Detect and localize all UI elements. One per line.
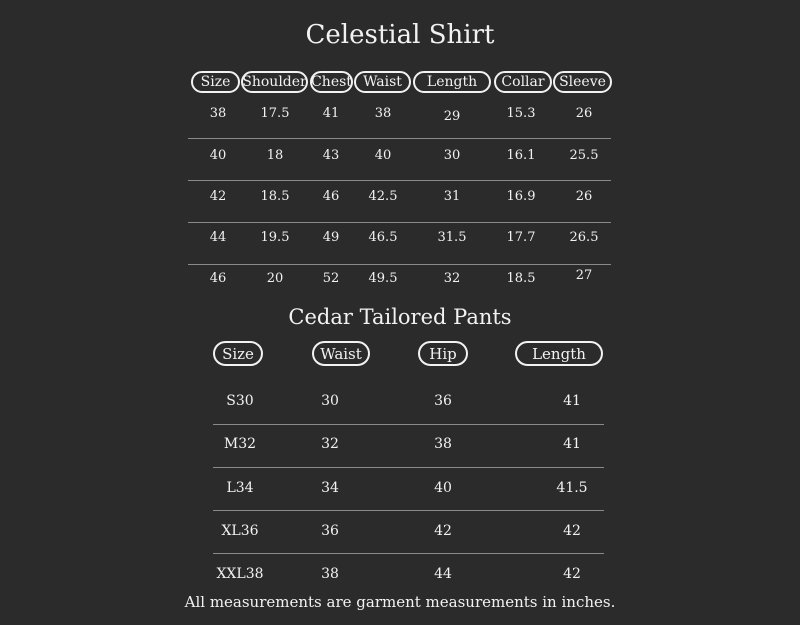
pants-cell-waist: 34 <box>321 480 339 496</box>
pants-row-divider <box>213 467 604 468</box>
shirt-header-shoulder: Shoulder <box>241 71 308 93</box>
shirt-cell-collar: 17.7 <box>506 230 536 245</box>
shirt-cell-shoulder: 17.5 <box>260 106 290 121</box>
pants-cell-hip: 44 <box>434 566 452 582</box>
pants-cell-length: 42 <box>563 566 581 582</box>
shirt-cell-collar: 16.1 <box>506 148 536 163</box>
pants-header-size: Size <box>213 341 263 366</box>
pants-cell-length: 41 <box>563 436 581 452</box>
pants-table-title: Cedar Tailored Pants <box>288 305 512 329</box>
shirt-cell-size: 44 <box>209 230 227 245</box>
shirt-cell-waist: 38 <box>374 106 392 121</box>
shirt-cell-chest: 49 <box>322 230 340 245</box>
pants-header-waist: Waist <box>312 341 370 366</box>
pants-cell-length: 41 <box>563 393 581 409</box>
shirt-cell-sleeve: 27 <box>575 268 593 283</box>
shirt-cell-collar: 18.5 <box>506 271 536 286</box>
pants-cell-hip: 42 <box>434 523 452 539</box>
pants-cell-length: 41.5 <box>556 480 588 496</box>
shirt-cell-chest: 52 <box>322 271 340 286</box>
shirt-cell-size: 42 <box>209 189 227 204</box>
pants-cell-length: 42 <box>563 523 581 539</box>
shirt-row-divider <box>188 264 611 265</box>
shirt-cell-chest: 46 <box>322 189 340 204</box>
shirt-cell-size: 38 <box>209 106 227 121</box>
pants-cell-size: L34 <box>226 480 254 496</box>
pants-row-divider <box>213 510 604 511</box>
shirt-row-divider <box>188 138 611 139</box>
shirt-header-size: Size <box>191 71 240 93</box>
pants-cell-size: S30 <box>226 393 254 409</box>
shirt-cell-shoulder: 19.5 <box>260 230 290 245</box>
shirt-header-waist: Waist <box>354 71 411 93</box>
pants-cell-waist: 30 <box>321 393 339 409</box>
shirt-cell-collar: 15.3 <box>506 106 536 121</box>
footnote: All measurements are garment measurements in inches. <box>184 593 616 611</box>
shirt-cell-sleeve: 26 <box>575 106 593 121</box>
pants-cell-waist: 38 <box>321 566 339 582</box>
shirt-cell-size: 46 <box>209 271 227 286</box>
shirt-cell-shoulder: 18.5 <box>260 189 290 204</box>
shirt-cell-length: 32 <box>443 271 461 286</box>
pants-cell-size: XL36 <box>221 523 259 539</box>
shirt-cell-chest: 41 <box>322 106 340 121</box>
shirt-cell-length: 29 <box>443 109 461 124</box>
pants-cell-hip: 36 <box>434 393 452 409</box>
shirt-cell-shoulder: 20 <box>266 271 284 286</box>
shirt-cell-sleeve: 26.5 <box>569 230 599 245</box>
shirt-cell-waist: 46.5 <box>368 230 398 245</box>
shirt-cell-collar: 16.9 <box>506 189 536 204</box>
shirt-cell-chest: 43 <box>322 148 340 163</box>
shirt-cell-waist: 40 <box>374 148 392 163</box>
shirt-row-divider <box>188 222 611 223</box>
shirt-cell-size: 40 <box>209 148 227 163</box>
shirt-cell-waist: 42.5 <box>368 189 398 204</box>
shirt-header-chest: Chest <box>310 71 353 93</box>
shirt-header-length: Length <box>413 71 491 93</box>
shirt-cell-length: 30 <box>443 148 461 163</box>
shirt-cell-shoulder: 18 <box>266 148 284 163</box>
shirt-cell-length: 31.5 <box>437 230 467 245</box>
pants-cell-size: M32 <box>223 436 257 452</box>
pants-row-divider <box>213 553 604 554</box>
shirt-cell-waist: 49.5 <box>368 271 398 286</box>
shirt-table-title: Celestial Shirt <box>305 20 495 50</box>
pants-cell-hip: 38 <box>434 436 452 452</box>
shirt-header-collar: Collar <box>494 71 552 93</box>
pants-cell-hip: 40 <box>434 480 452 496</box>
pants-cell-waist: 36 <box>321 523 339 539</box>
shirt-cell-length: 31 <box>443 189 461 204</box>
pants-header-length: Length <box>515 341 603 366</box>
shirt-cell-sleeve: 25.5 <box>569 148 599 163</box>
pants-cell-size: XXL38 <box>216 566 264 582</box>
pants-cell-waist: 32 <box>321 436 339 452</box>
shirt-header-sleeve: Sleeve <box>553 71 612 93</box>
pants-header-hip: Hip <box>418 341 468 366</box>
shirt-row-divider <box>188 180 611 181</box>
shirt-cell-sleeve: 26 <box>575 189 593 204</box>
pants-row-divider <box>213 424 604 425</box>
